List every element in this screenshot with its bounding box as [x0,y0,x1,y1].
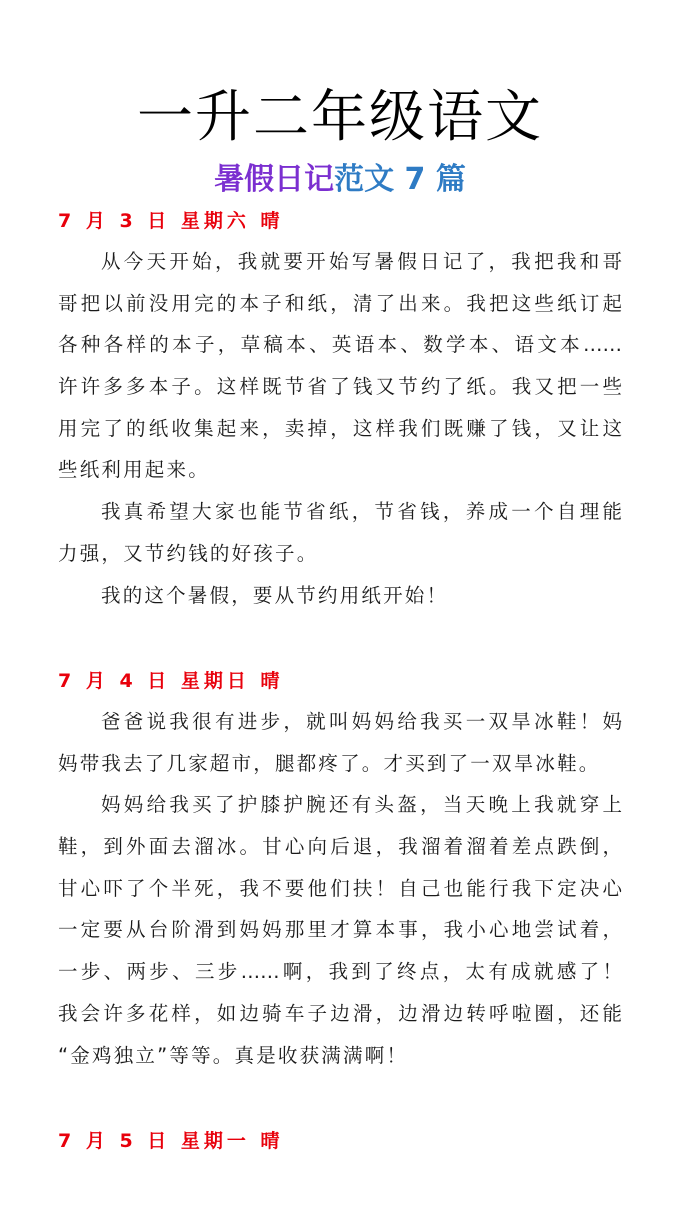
document-title: 一升二年级语文 [137,85,543,150]
paragraph-line: 我会许多花样，如边骑车子边滑，边滑边转呼啦圈，还能 [58,1001,622,1025]
paragraph-line: 甘心吓了个半死，我不要他们扶！自己也能行我下定决心 [58,876,622,900]
paragraph-line: 从今天开始，我就要开始写暑假日记了，我把我和哥 [101,250,622,273]
entry-date-heading: 7 月 5 日 星期一 晴 [58,1130,284,1152]
paragraph-line: 许许多多本子。这样既节省了钱又节约了纸。我又把一些 [58,375,622,399]
paragraph-line: 我真希望大家也能节省纸，节省钱，养成一个自理能 [101,500,622,524]
paragraph-line: 哥把以前没用完的本子和纸，清了出来。我把这些纸订起 [58,291,622,315]
diary-entry-1 [58,201,622,616]
paragraph-line: 鞋，到外面去溜冰。甘心向后退，我溜着溜着差点跌倒， [58,835,622,859]
paragraph-line: 各种各样的本子，草稿本、英语本、数学本、语文本…… [58,333,622,357]
paragraph-line: 用完了的纸收集起来，卖掉，这样我们既赚了钱，又让这 [58,416,622,440]
document-subtitle [0,160,680,200]
entry-date-heading: 7 月 4 日 星期日 晴 [58,670,284,692]
subtitle-diary: 暑假日记 [214,162,335,197]
paragraph-line: 一定要从台阶滑到妈妈那里才算本事，我小心地尝试着， [58,918,622,942]
diary-entry-3 [58,1121,622,1161]
diary-entry-2 [58,661,622,1076]
subtitle-count: 范文 7 篇 [334,162,466,197]
paragraph-line: 妈妈给我买了护膝护腕还有头盔，当天晚上我就穿上 [101,793,622,817]
entry-date-heading: 7 月 3 日 星期六 晴 [58,210,284,232]
paragraph-line: 一步、两步、三步……啊，我到了终点，太有成就感了！ [58,960,622,984]
paragraph-line: “金鸡独立”等等。真是收获满满啊！ [58,1043,409,1067]
paragraph-line: 力强，又节约钱的好孩子。 [58,541,319,565]
paragraph-line: 妈带我去了几家超市，腿都疼了。才买到了一双旱冰鞋。 [58,751,601,775]
paragraph-line: 些纸利用起来。 [58,458,210,482]
paragraph-line: 我的这个暑假，要从节约用纸开始！ [101,583,449,607]
paragraph-line: 爸爸说我很有进步，就叫妈妈给我买一双旱冰鞋！妈 [101,710,622,733]
